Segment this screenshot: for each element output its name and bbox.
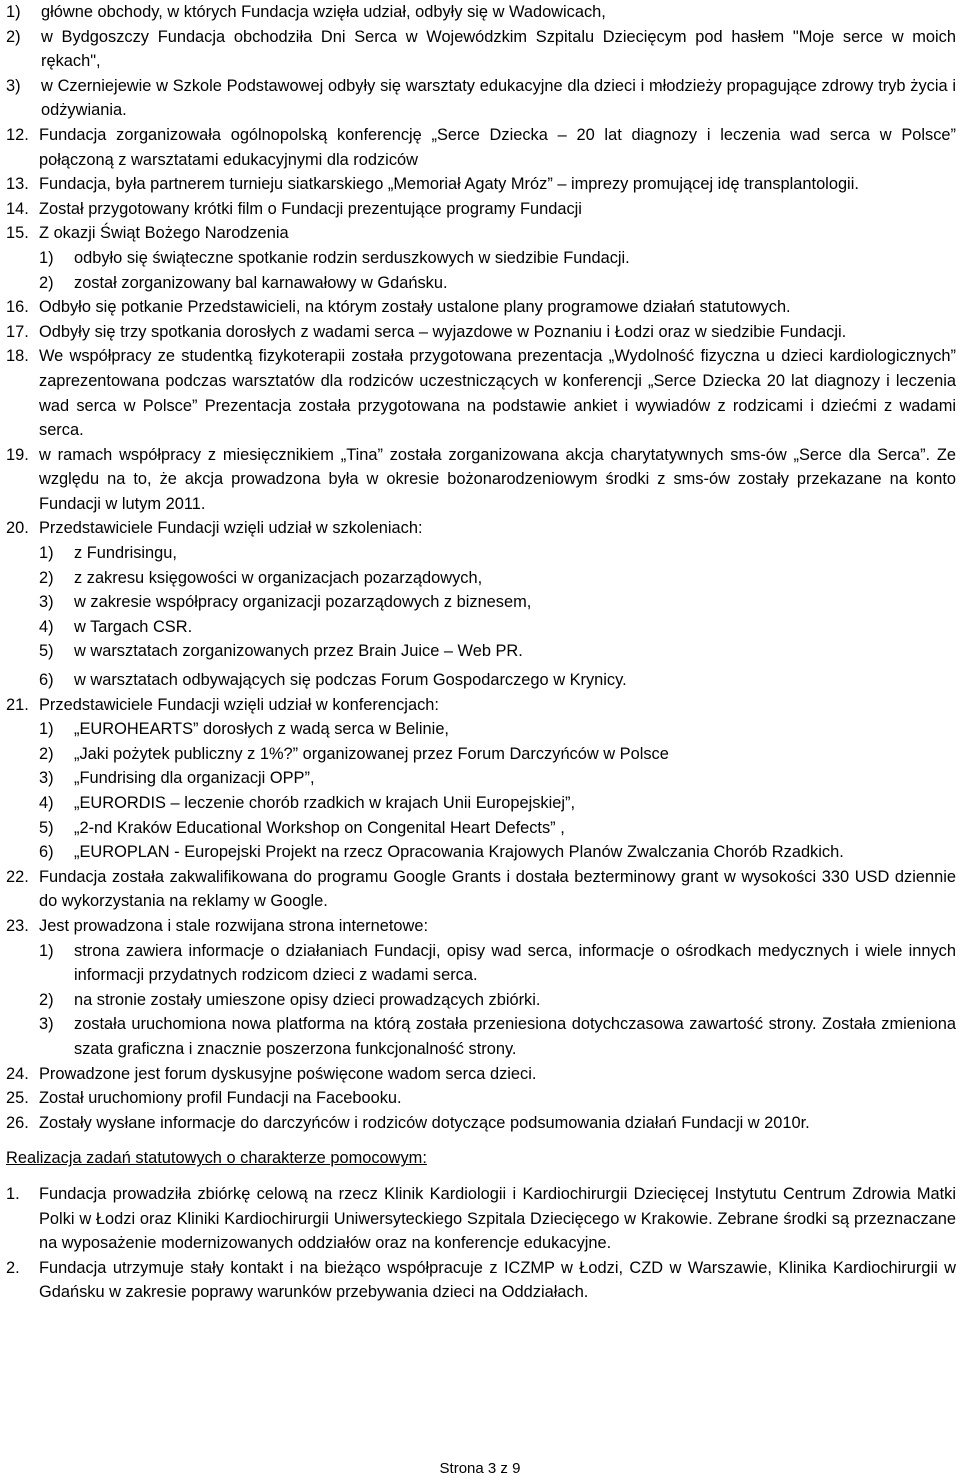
sub-item-number: 2): [39, 990, 54, 1009]
list-item: [6, 320, 956, 345]
sub-item: [39, 816, 956, 841]
item-text: Został uruchomiony profil Fundacji na Facebooku.: [39, 1089, 402, 1108]
item-number: 21.: [6, 695, 29, 714]
sub-item-text: w warsztatach zorganizowanych przez Brain Juice – Web PR.: [74, 642, 523, 661]
sub-item: [39, 615, 956, 640]
sub-item-number: 5): [39, 642, 54, 661]
sub-item: [39, 1012, 956, 1061]
list-item-number: 3): [6, 76, 21, 95]
item-number: 16.: [6, 298, 29, 317]
item-text: Został przygotowany krótki film o Fundacji prezentujące programy Fundacji: [39, 199, 582, 218]
sub-item-text: został zorganizowany bal karnawałowy w Gdańsku.: [74, 273, 448, 292]
sub-item-number: 1): [39, 720, 54, 739]
sub-item-number: 6): [39, 671, 54, 690]
list-item: [6, 1086, 956, 1111]
list-item: [6, 25, 956, 74]
sub-item-number: 1): [39, 941, 54, 960]
item-text: Prowadzone jest forum dyskusyjne poświęcone wadom serca dzieci.: [39, 1064, 537, 1083]
list-item: [6, 516, 956, 692]
item-number: 22.: [6, 867, 29, 886]
sub-item: [39, 566, 956, 591]
item-text: Z okazji Świąt Bożego Narodzenia: [39, 224, 289, 243]
list-item: [6, 172, 956, 197]
list-item: [6, 443, 956, 517]
sub-item-number: 6): [39, 843, 54, 862]
list-item: [6, 1182, 956, 1256]
sub-item-text: odbyło się świąteczne spotkanie rodzin serduszkowych w siedzibie Fundacji.: [74, 248, 630, 267]
item-text: We współpracy ze studentką fizykoterapii została przygotowana prezentacja „Wydolność fizyczna u dzieci kardiologicznych” zaprezentowana podczas warsztatów dla rodziców uczestniczących w konferencji „Serce Dziecka 20 lat diagnozy i leczenia wad serca w Polsce” Prezentacja została przygotowana na podstawie ankiet i wywiadów z rodzicami i dziećmi z wadami serca.: [39, 347, 956, 440]
sub-item-text: w zakresie współpracy organizacji pozarządowych z biznesem,: [74, 593, 532, 612]
sub-item-number: 3): [39, 1015, 54, 1034]
list-item: [6, 914, 956, 1062]
sub-item: [39, 742, 956, 767]
sub-item-text: w Targach CSR.: [74, 617, 193, 636]
sub-item-number: 2): [39, 273, 54, 292]
list-item: [6, 865, 956, 914]
sub-item-text: z Fundrisingu,: [74, 544, 177, 563]
sub-item-number: 5): [39, 818, 54, 837]
item-number: 14.: [6, 199, 29, 218]
item-number: 17.: [6, 322, 29, 341]
item-number: 13.: [6, 175, 29, 194]
sub-item-text: strona zawiera informacje o działaniach Fundacji, opisy wad serca, informacje o ośrodkach medycznych i wiele innych informacji przydatnych rodzicom dzieci z wadami serca.: [74, 941, 956, 985]
item-number: 26.: [6, 1113, 29, 1132]
sub-item-number: 3): [39, 769, 54, 788]
sub-item: [39, 717, 956, 742]
list-item: [6, 1111, 956, 1136]
item-number: 24.: [6, 1064, 29, 1083]
sub-item-text: została uruchomiona nowa platforma na którą została przeniesiona dotychczasowa zawartość strony. Została zmieniona szata graficzna i znacznie poszerzona funkcjonalność strony.: [74, 1015, 956, 1058]
continued-list: [6, 0, 956, 123]
sub-item: [39, 541, 956, 566]
item-text: Jest prowadzona i stale rozwijana strona internetowe:: [39, 916, 429, 935]
sub-item-text: w warsztatach odbywających się podczas Forum Gospodarczego w Krynicy.: [74, 671, 627, 690]
sub-item: [39, 246, 956, 271]
list-item: [6, 1256, 956, 1305]
sub-item: [39, 791, 956, 816]
item-number: 2.: [6, 1258, 20, 1277]
list-item: [6, 0, 956, 25]
sub-item-number: 1): [39, 544, 54, 563]
item-text: Fundacja zorganizowała ogólnopolską konferencję „Serce Dziecka – 20 lat diagnozy i leczenia wad serca w Polsce” połączoną z warsztatami edukacyjnymi dla rodziców: [39, 125, 956, 169]
list-item-number: 1): [6, 3, 21, 21]
sub-item-text: z zakresu księgowości w organizacjach pozarządowych,: [74, 568, 483, 587]
activity-list: [6, 123, 956, 1135]
sub-item-number: 4): [39, 794, 54, 812]
list-item: [6, 1062, 956, 1087]
item-text: Fundacja prowadziła zbiórkę celową na rzecz Klinik Kardiologii i Kardiochirurgii Dziecięcej Instytutu Centrum Zdrowia Matki Polki w Łodzi oraz Kliniki Kardiochirurgii Uniwersyteckiego Szpitala Dziecięcego w Krakowie. Zebrane środki są przeznaczane na wyposażenie modernizowanych oddziałów oraz na konferencje edukacyjne.: [39, 1184, 956, 1253]
item-number: 25.: [6, 1089, 29, 1108]
item-number: 18.: [6, 347, 29, 366]
list-item: [6, 295, 956, 320]
sub-item: [39, 271, 956, 296]
item-number: 20.: [6, 519, 29, 538]
item-number: 12.: [6, 125, 29, 144]
sub-item-number: 4): [39, 617, 54, 636]
sub-item-number: 1): [39, 248, 54, 267]
sub-item-text: „Jaki pożytek publiczny z 1%?” organizowanej przez Forum Darczyńców w Polsce: [74, 744, 669, 763]
list-item-number: 2): [6, 27, 21, 46]
sub-item: [39, 639, 956, 664]
sub-item: [39, 840, 956, 865]
document-page: [6, 0, 956, 1305]
item-text: Fundacja utrzymuje stały kontakt i na bieżąco współpracuje z ICZMP w Łodzi, CZD w Warszawie, Klinika Kardiochirurgii w Gdańsku w zakresie poprawy warunków przebywania dzieci na Oddziałach.: [39, 1258, 956, 1302]
list-item: [6, 123, 956, 172]
sub-item-text: na stronie zostały umieszone opisy dzieci prowadzących zbiórki.: [74, 990, 541, 1009]
sub-item: [39, 668, 956, 693]
item-text: Odbyło się potkanie Przedstawicieli, na którym zostały ustalone plany programowe działań statutowych.: [39, 298, 791, 317]
item-number: 23.: [6, 916, 29, 935]
sub-item-text: „EUROPLAN - Europejski Projekt na rzecz Opracowania Krajowych Planów Zwalczania Chorób Rzadkich.: [74, 843, 844, 862]
sub-item-number: 2): [39, 744, 54, 763]
sub-item-number: 3): [39, 593, 54, 612]
sub-item: [39, 766, 956, 791]
sub-item-text: „2-nd Kraków Educational Workshop on Congenital Heart Defects” ,: [74, 818, 565, 837]
item-text: w ramach współpracy z miesięcznikiem „Tina” została zorganizowana akcja charytatywnych sms-ów „Serce dla Serca”. Ze względu na to, że akcja prowadzona była w okresie bożonarodzeniowym środki z sms-ów zostały przekazane na konto Fundacji w lutym 2011.: [39, 445, 956, 513]
item-text: Fundacja, była partnerem turnieju siatkarskiego „Memoriał Agaty Mróz” – imprezy promującej idę transplantologii.: [39, 175, 859, 194]
list-item: [6, 197, 956, 222]
sub-item-number: 2): [39, 568, 54, 587]
support-list: [6, 1182, 956, 1305]
section-heading: Realizacja zadań statutowych o charakterze pomocowym:: [6, 1149, 427, 1168]
item-text: Przedstawiciele Fundacji wzięli udział w szkoleniach:: [39, 519, 423, 538]
sub-item-text: „EURORDIS – leczenie chorób rzadkich w krajach Unii Europejskiej”,: [74, 794, 576, 812]
sub-item-text: „EUROHEARTS” dorosłych z wadą serca w Belinie,: [74, 720, 449, 739]
sub-item: [39, 988, 956, 1013]
list-item: [6, 344, 956, 442]
sub-item-text: „Fundrising dla organizacji OPP”,: [74, 769, 315, 788]
list-item-text: główne obchody, w których Fundacja wzięła udział, odbyły się w Wadowicach,: [41, 3, 606, 21]
item-text: Fundacja została zakwalifikowana do programu Google Grants i dostała bezterminowy grant w wysokości 330 USD dziennie do wykorzystania na reklamy w Google.: [39, 867, 956, 911]
item-text: Odbyły się trzy spotkania dorosłych z wadami serca – wyjazdowe w Poznaniu i Łodzi oraz w siedzibie Fundacji.: [39, 322, 847, 341]
item-text: Przedstawiciele Fundacji wzięli udział w konferencjach:: [39, 695, 439, 714]
list-item: [6, 74, 956, 123]
item-text: Zostały wysłane informacje do darczyńców i rodziców dotyczące podsumowania działań Fundacji w 2010r.: [39, 1113, 810, 1132]
list-item-text: w Bydgoszczy Fundacja obchodziła Dni Serca w Wojewódzkim Szpitalu Dziecięcym pod hasłem "Moje serce w moich rękach",: [41, 27, 956, 71]
item-number: 1.: [6, 1184, 20, 1203]
item-number: 15.: [6, 224, 29, 243]
list-item: [6, 221, 956, 295]
list-item-text: w Czerniejewie w Szkole Podstawowej odbyły się warsztaty edukacyjne dla dzieci i młodzieży propagujące zdrowy tryb życia i odżywiania.: [41, 76, 956, 120]
sub-item: [39, 939, 956, 988]
sub-item: [39, 590, 956, 615]
item-number: 19.: [6, 445, 29, 464]
list-item: [6, 693, 956, 865]
page-number: Strona 3 z 9: [439, 1460, 521, 1477]
